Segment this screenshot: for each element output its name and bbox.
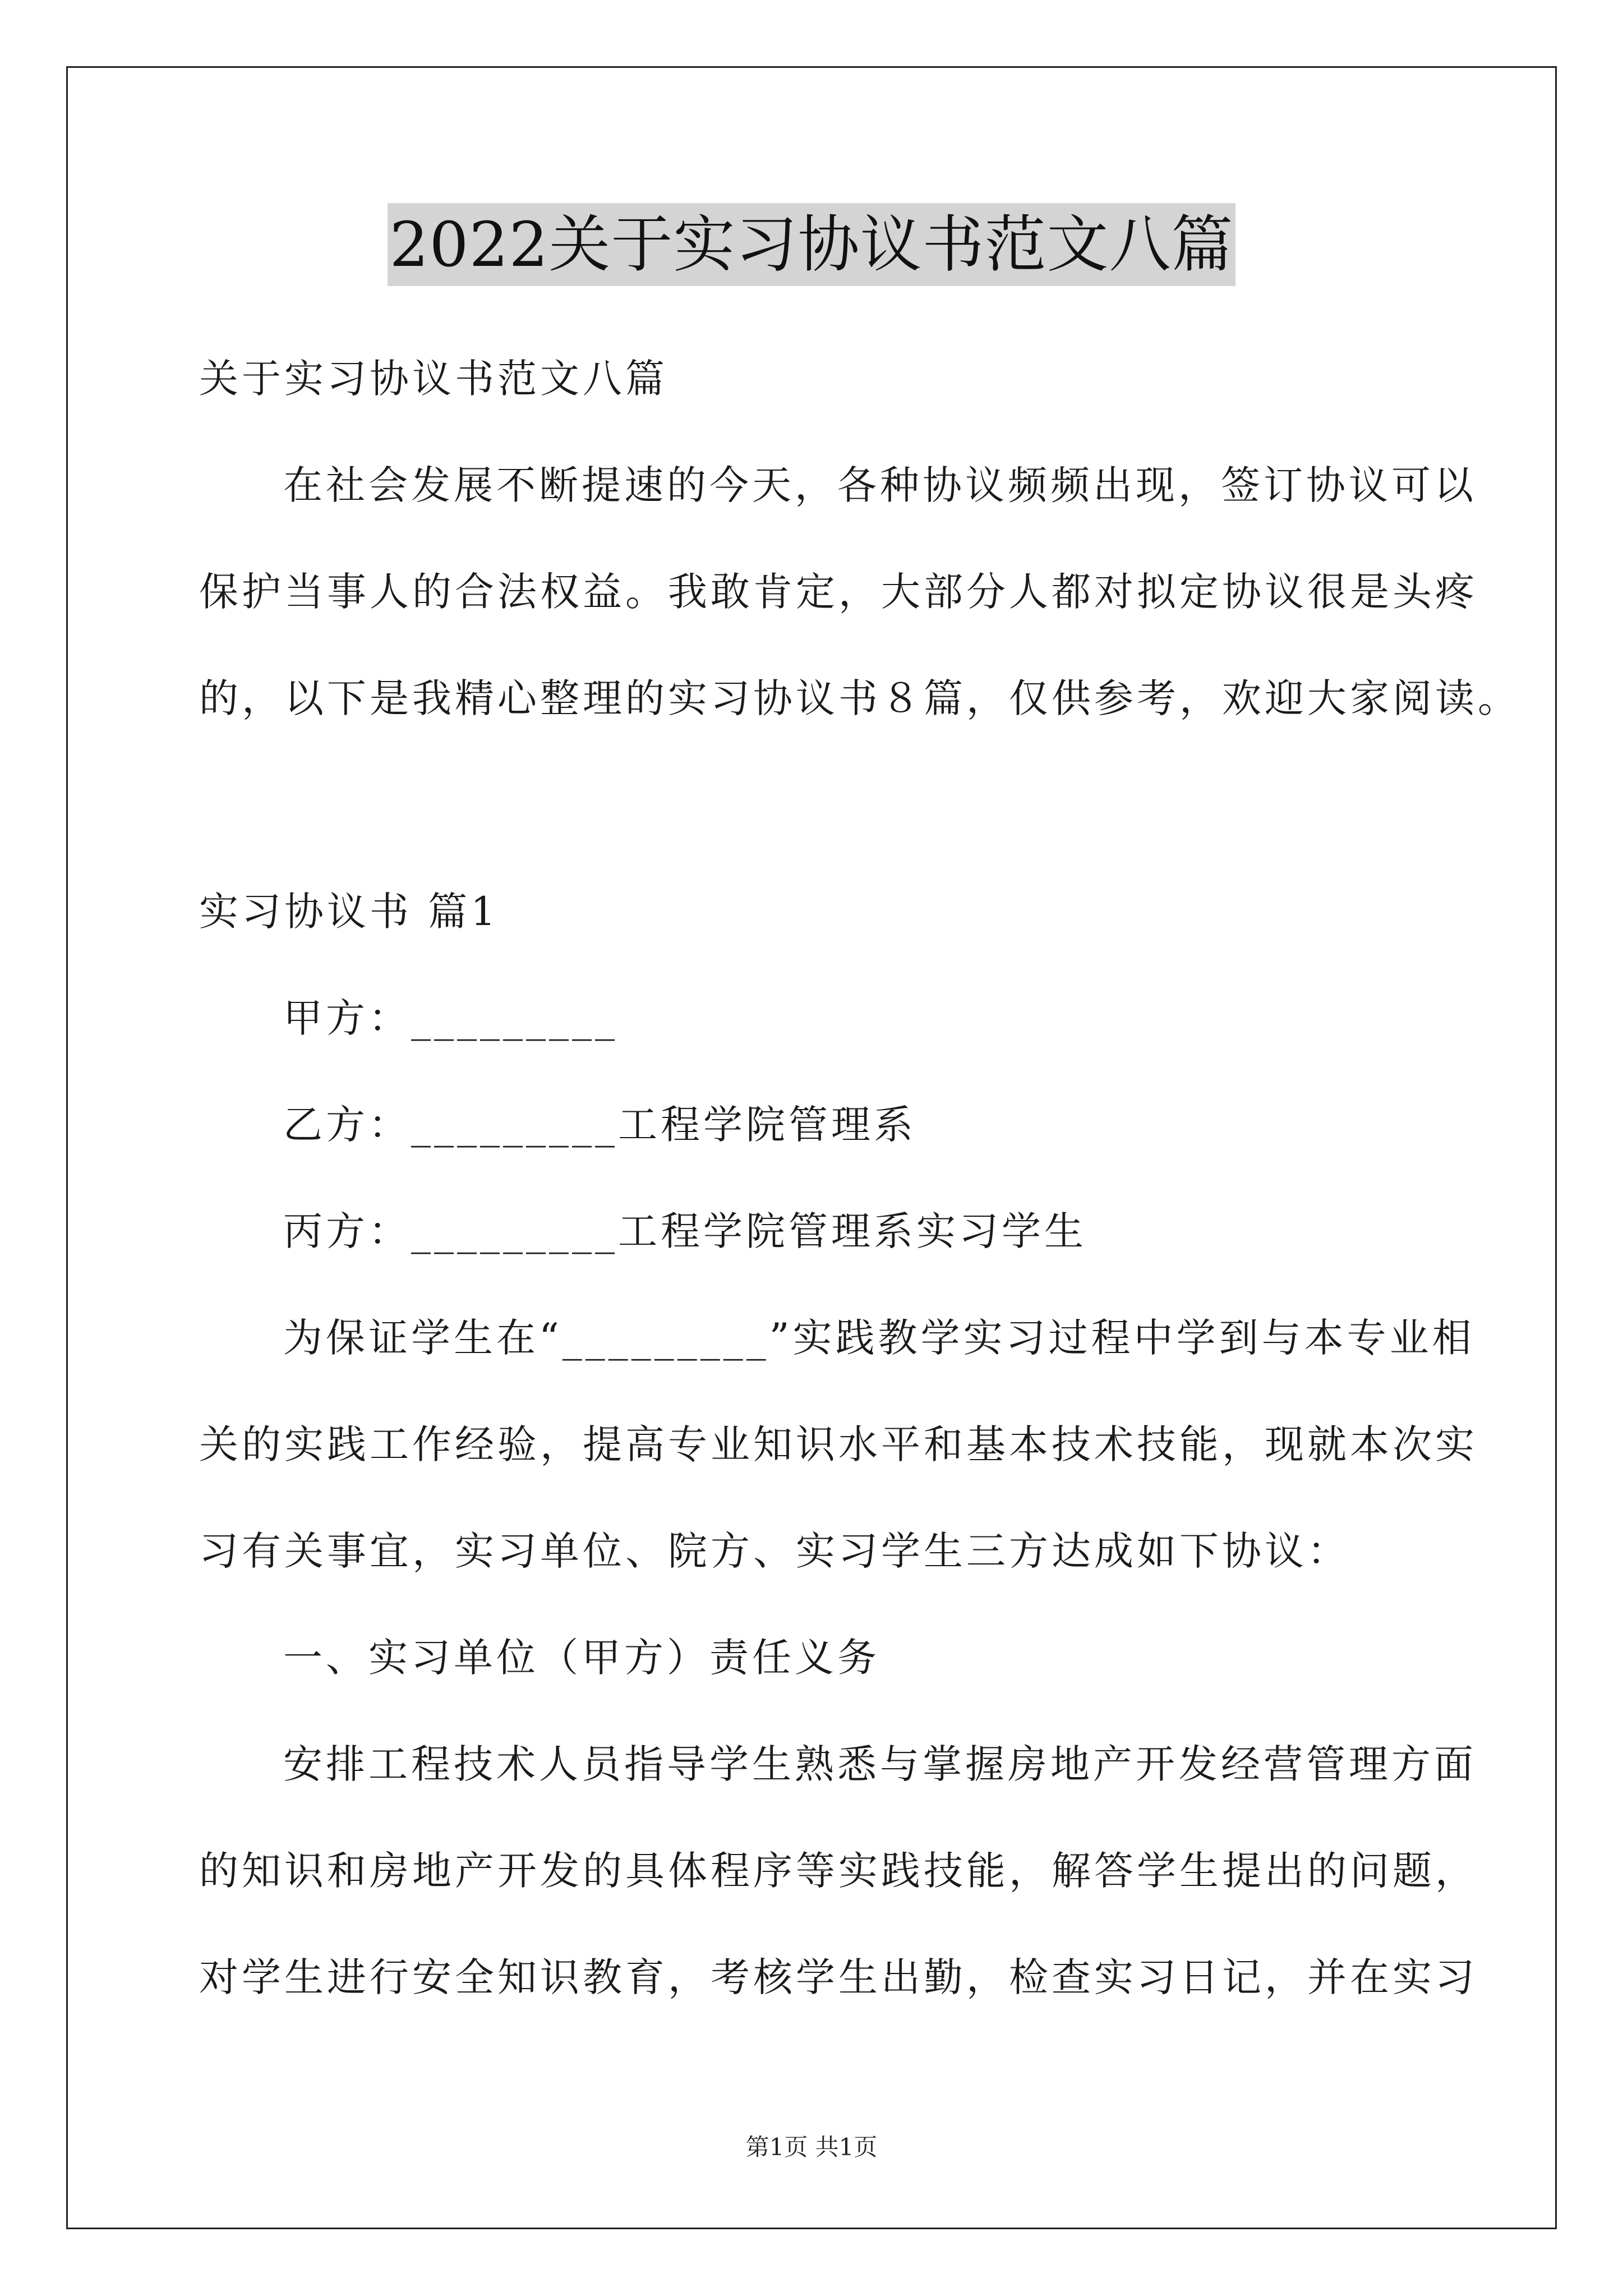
clause-heading: 一、实习单位（甲方）责任义务 (283, 1635, 880, 1681)
paragraph-line: 习有关事宜，实习单位、院方、实习学生三方达成如下协议： (199, 1528, 1350, 1574)
party-c-line: 丙方：_________工程学院管理系实习学生 (283, 1208, 1087, 1254)
paragraph-line: 的，以下是我精心整理的实习协议书８篇，仅供参考，欢迎大家阅读。 (199, 675, 1520, 721)
party-a-line: 甲方：_________ (283, 995, 618, 1041)
paragraph-line: 为保证学生在“_________”实践教学实习过程中学到与本专业相 (283, 1315, 1475, 1361)
paragraph-line: 在社会发展不断提速的今天，各种协议频频出现，签订协议可以 (283, 462, 1477, 508)
section-heading: 实习协议书 篇1 (199, 889, 499, 935)
party-b-line: 乙方：_________工程学院管理系 (283, 1102, 916, 1148)
subtitle-line: 关于实习协议书范文八篇 (199, 356, 668, 402)
paragraph-line: 安排工程技术人员指导学生熟悉与掌握房地产开发经营管理方面 (283, 1741, 1477, 1787)
paragraph-line: 关的实践工作经验，提高专业知识水平和基本技术技能，现就本次实 (199, 1421, 1478, 1467)
document-title: 2022关于实习协议书范文八篇 (388, 203, 1236, 286)
paragraph-line: 的知识和房地产开发的具体程序等实践技能，解答学生提出的问题， (199, 1848, 1478, 1894)
title-container (0, 203, 1623, 286)
page-footer: 第1页 共1页 (745, 2133, 878, 2161)
paragraph-line: 保护当事人的合法权益。我敢肯定，大部分人都对拟定协议很是头疼 (199, 569, 1478, 615)
paragraph-line: 对学生进行安全知识教育，考核学生出勤，检查实习日记，并在实习 (199, 1954, 1478, 2000)
